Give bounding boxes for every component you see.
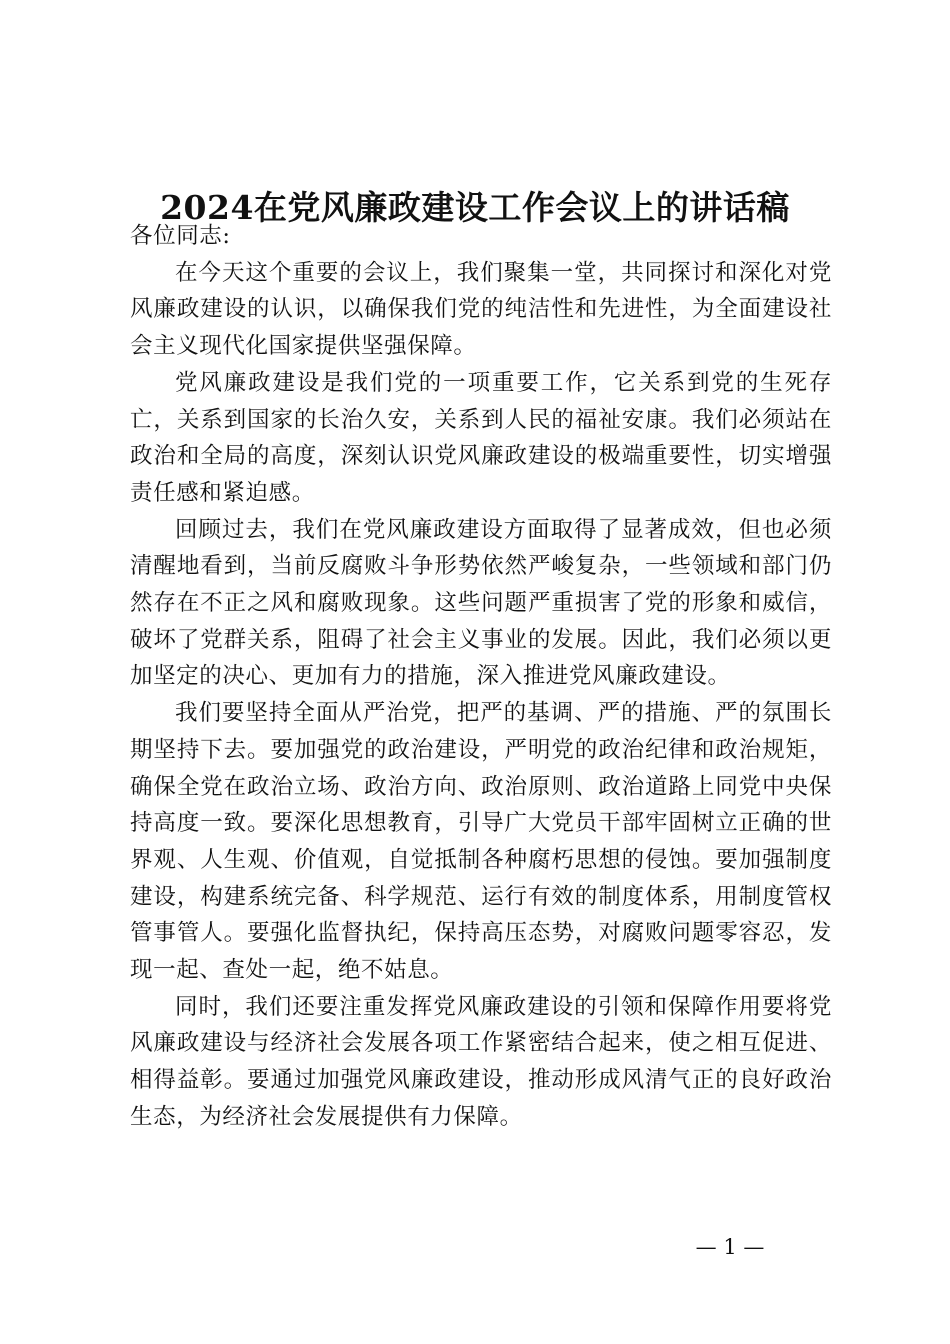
paragraph-5: 同时，我们还要注重发挥党风廉政建设的引领和保障作用要将党风廉政建设与经济社会发展各项工作紧密结合起来，使之相互促进、相得益彰。要通过加强党风廉政建设，推动形成风清气正的良好政治生态，为经济社会发展提供有力保障。 xyxy=(130,993,832,1130)
salutation: 各位同志: xyxy=(130,223,231,249)
paragraph-3: 回顾过去，我们在党风廉政建设方面取得了显著成效，但也必须清醒地看到，当前反腐败斗争形势依然严峻复杂，一些领域和部门仍然存在不正之风和腐败现象。这些问题严重损害了党的形象和威信，破坏了党群关系，阻碍了社会主义事业的发展。因此，我们必须以更加坚定的决心、更加有力的措施，深入推进党风廉政建设。 xyxy=(130,516,832,690)
document-title: 2024在党风廉政建设工作会议上的讲话稿 xyxy=(160,188,790,227)
page-number: — 1 — xyxy=(695,1235,765,1259)
paragraph-1: 在今天这个重要的会议上，我们聚集一堂，共同探讨和深化对党风廉政建设的认识，以确保我们党的纯洁性和先进性，为全面建设社会主义现代化国家提供坚强保障。 xyxy=(130,259,832,360)
paragraph-2: 党风廉政建设是我们党的一项重要工作，它关系到党的生死存亡，关系到国家的长治久安，关系到人民的福祉安康。我们必须站在政治和全局的高度，深刻认识党风廉政建设的极端重要性，切实增强责任感和紧迫感。 xyxy=(130,369,832,506)
paragraph-4: 我们要坚持全面从严治党，把严的基调、严的措施、严的氛围长期坚持下去。要加强党的政治建设，严明党的政治纪律和政治规矩，确保全党在政治立场、政治方向、政治原则、政治道路上同党中央保持高度一致。要深化思想教育，引导广大党员干部牢固树立正确的世界观、人生观、价值观，自觉抵制各种腐朽思想的侵蚀。要加强制度建设，构建系统完备、科学规范、运行有效的制度体系，用制度管权管事管人。要强化监督执纪，保持高压态势，对腐败问题零容忍，发现一起、查处一起，绝不姑息。 xyxy=(130,700,832,984)
document-body xyxy=(130,218,832,1136)
